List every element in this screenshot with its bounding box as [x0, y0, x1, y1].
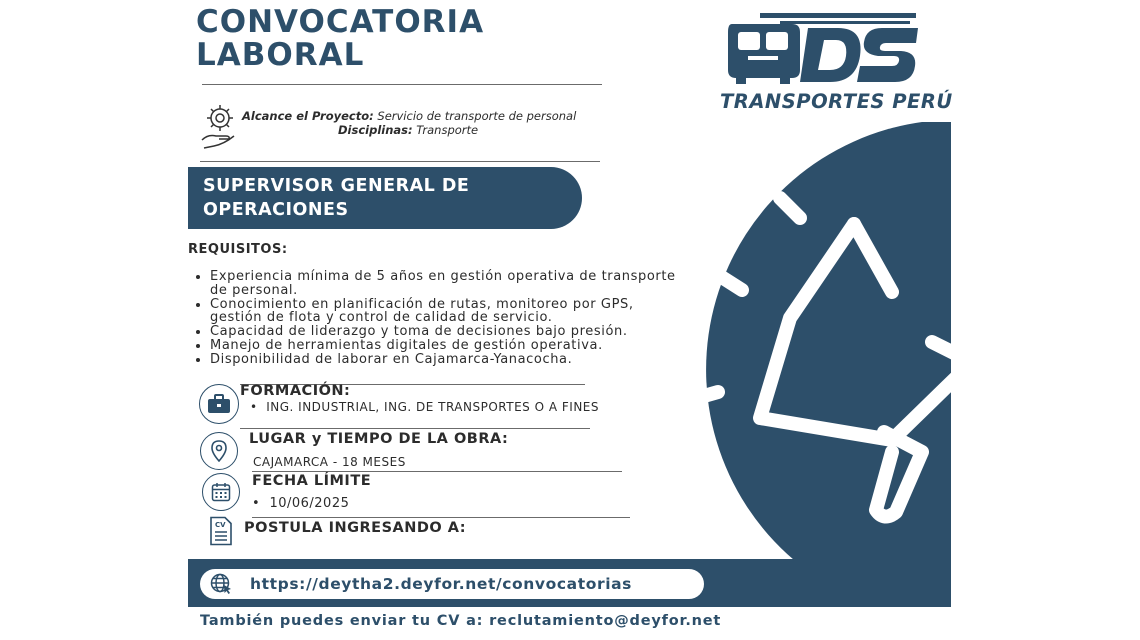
formacion-heading: FORMACIÓN:: [240, 383, 351, 399]
megaphone-icon: [672, 122, 951, 560]
postula-heading: POSTULA INGRESANDO A:: [244, 520, 467, 536]
location-pin-icon: [200, 432, 238, 470]
calendar-icon: [202, 473, 240, 511]
scope-alcance: [242, 109, 576, 123]
company-logo: [720, 10, 953, 115]
fecha-item: • 10/06/2025: [252, 496, 350, 511]
globe-cursor-icon: [210, 573, 234, 595]
job-title-banner: [188, 167, 582, 229]
list-item: • Disponibilidad de laborar en Cajamarca-Yanacocha.: [210, 353, 680, 367]
fecha-value: 10/06/2025: [269, 496, 350, 511]
formacion-value: ING. INDUSTRIAL, ING. DE TRANSPORTES O A FINES: [266, 400, 600, 414]
fecha-divider: [252, 517, 630, 518]
scope-divider: [200, 161, 600, 162]
fecha-heading: FECHA LÍMITE: [252, 473, 372, 489]
url-pill[interactable]: [200, 569, 704, 599]
title-divider: [202, 84, 602, 85]
job-title-line-2: OPERACIONES: [203, 200, 349, 220]
list-item: • Experiencia mínima de 5 años en gestión operativa de transporte de personal.: [210, 270, 680, 298]
cv-document-icon: [207, 516, 235, 546]
job-title-line-1: SUPERVISOR GENERAL DE: [203, 176, 470, 196]
bus-icon: [720, 10, 930, 90]
cv-email-note: También puedes enviar tu CV a: reclutamiento@deyfor.net: [200, 613, 722, 629]
formacion-item: • ING. INDUSTRIAL, ING. DE TRANSPORTES O A FINES: [250, 400, 600, 414]
cv-icon-text: CV: [215, 521, 226, 529]
list-item: • Conocimiento en planificación de rutas, monitoreo por GPS, gestión de flota y control de calidad de servicio.: [210, 298, 680, 326]
title-line-1: CONVOCATORIA: [196, 4, 485, 40]
footer-band: [188, 559, 951, 607]
formacion-divider: [240, 428, 590, 429]
scope-disciplinas: [338, 123, 478, 137]
project-scope: [200, 102, 600, 150]
logo-subtitle: TRANSPORTES PERÚ: [720, 90, 953, 113]
alcance-label: Alcance el Proyecto:: [242, 109, 374, 123]
briefcase-icon: [199, 384, 239, 424]
requirements-heading: REQUISITOS:: [188, 242, 288, 257]
job-title: [203, 174, 469, 222]
disciplinas-value: Transporte: [412, 123, 479, 137]
page-title: [196, 6, 484, 72]
lugar-value: CAJAMARCA - 18 MESES: [253, 455, 406, 469]
gear-hand-icon: [200, 102, 240, 150]
alcance-value: Servicio de transporte de personal: [373, 109, 577, 123]
list-item: • Manejo de herramientas digitales de gestión operativa.: [210, 339, 680, 353]
disciplinas-label: Disciplinas:: [338, 123, 413, 137]
list-item: • Capacidad de liderazgo y toma de decisiones bajo presión.: [210, 325, 680, 339]
lugar-divider: [252, 471, 622, 472]
title-line-2: LABORAL: [196, 37, 365, 73]
application-url-link[interactable]: https://deytha2.deyfor.net/convocatorias: [250, 575, 632, 593]
requirements-list: [190, 270, 680, 367]
lugar-heading: LUGAR y TIEMPO DE LA OBRA:: [249, 431, 509, 447]
